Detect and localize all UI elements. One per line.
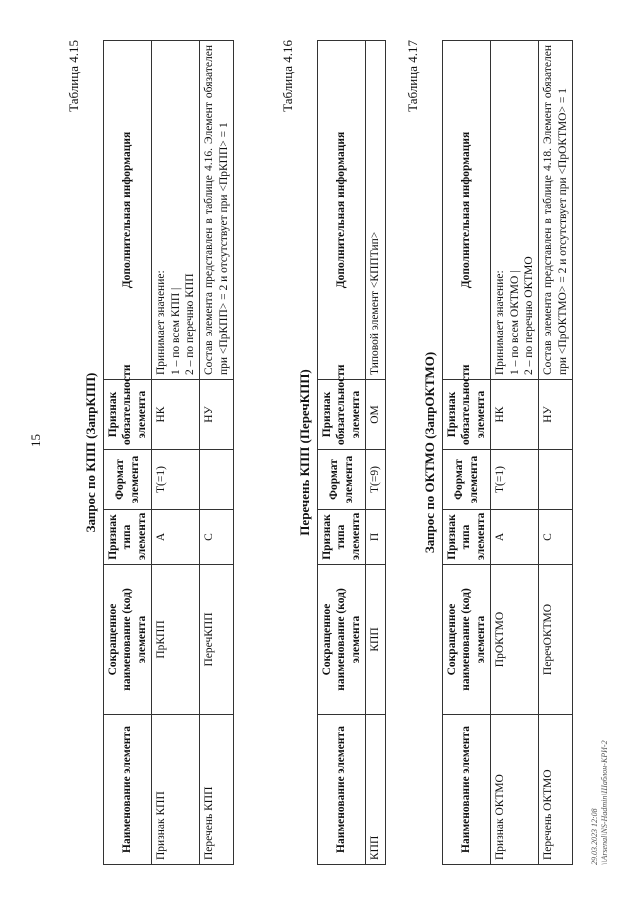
cell-format: T(=9) xyxy=(366,450,385,510)
info-line: 2 – по перечню КПП xyxy=(183,273,196,375)
cell-name: Перечень КПП xyxy=(200,715,234,865)
header-type: Признак типа элемента xyxy=(318,510,366,565)
table-zapr-kpp xyxy=(103,40,234,865)
cell-required: НК xyxy=(491,380,539,450)
info-line: 1 – по всем КПП | xyxy=(169,287,182,375)
cell-name: Признак КПП xyxy=(152,715,200,865)
table-row xyxy=(200,41,234,865)
table-row xyxy=(491,41,539,865)
cell-type: С xyxy=(200,510,234,565)
table-perech-kpp xyxy=(317,40,386,865)
cell-info xyxy=(152,41,200,380)
cell-name: КПП xyxy=(366,715,385,865)
table-row xyxy=(366,41,385,865)
cell-required: НУ xyxy=(200,380,234,450)
header-required: Признак обязательности элемента xyxy=(318,380,366,450)
cell-format: T(=1) xyxy=(152,450,200,510)
table-header-row xyxy=(104,41,152,865)
header-info: Дополнительная информация xyxy=(104,41,152,380)
header-name: Наименование элемента xyxy=(104,715,152,865)
cell-required: НУ xyxy=(539,380,573,450)
header-code: Сокращенное наименование (код) элемента xyxy=(443,565,491,715)
table-zapr-oktmo xyxy=(442,40,573,865)
info-line: Принимает значение: xyxy=(494,270,507,375)
cell-info: Состав элемента представлен в таблице 4.16. Элемент обязателен при <ПрКПП> = 2 и отсутствует при <ПрКПП> = 1 xyxy=(200,41,234,380)
header-format: Формат элемента xyxy=(443,450,491,510)
table-row xyxy=(152,41,200,865)
cell-format: T(=1) xyxy=(491,450,539,510)
header-format: Формат элемента xyxy=(318,450,366,510)
info-line: 1 – по всем ОКТМО | xyxy=(508,270,521,375)
header-format: Формат элемента xyxy=(104,450,152,510)
cell-format xyxy=(539,450,573,510)
cell-code: ПеречКПП xyxy=(200,565,234,715)
table-title-zapr-oktmo: Запрос по ОКТМО (ЗапрОКТМО) xyxy=(422,351,437,554)
table-caption-4-15: Таблица 4.15 xyxy=(66,40,81,112)
cell-code: КПП xyxy=(366,565,385,715)
info-line: Принимает значение: xyxy=(155,270,168,375)
cell-info xyxy=(491,41,539,380)
cell-type: П xyxy=(366,510,385,565)
info-line: 2 – по перечню ОКТМО xyxy=(522,256,535,375)
header-info: Дополнительная информация xyxy=(443,41,491,380)
cell-type: С xyxy=(539,510,573,565)
table-title-zapr-kpp: Запрос по КПП (ЗапрКПП) xyxy=(83,372,98,533)
table-header-row xyxy=(443,41,491,865)
footer-date: 29.03.2023 12:08 xyxy=(590,808,599,865)
cell-required: ОМ xyxy=(366,380,385,450)
table-caption-4-17: Таблица 4.17 xyxy=(405,40,420,112)
header-code: Сокращенное наименование (код) элемента xyxy=(104,565,152,715)
cell-format xyxy=(200,450,234,510)
table-header-row xyxy=(318,41,366,865)
cell-name: Перечень ОКТМО xyxy=(539,715,573,865)
cell-info: Типовой элемент <КППТип> xyxy=(366,41,385,380)
cell-name: Признак ОКТМО xyxy=(491,715,539,865)
header-name: Наименование элемента xyxy=(318,715,366,865)
header-info: Дополнительная информация xyxy=(318,41,366,380)
footer-path: \\Arsenal\NS-Hadmin\Шаблон-КРИ-2 xyxy=(599,740,609,865)
page-number: 15 xyxy=(28,434,43,447)
header-code: Сокращенное наименование (код) элемента xyxy=(318,565,366,715)
table-caption-4-16: Таблица 4.16 xyxy=(280,40,295,112)
header-type: Признак типа элемента xyxy=(443,510,491,565)
header-name: Наименование элемента xyxy=(443,715,491,865)
footer-stamp xyxy=(590,740,609,865)
cell-code: ПрКПП xyxy=(152,565,200,715)
cell-code: ПрОКТМО xyxy=(491,565,539,715)
table-row xyxy=(539,41,573,865)
header-required: Признак обязательности элемента xyxy=(443,380,491,450)
header-required: Признак обязательности элемента xyxy=(104,380,152,450)
cell-code: ПеречОКТМО xyxy=(539,565,573,715)
cell-type: А xyxy=(152,510,200,565)
cell-type: А xyxy=(491,510,539,565)
cell-info: Состав элемента представлен в таблице 4.18. Элемент обязателен при <ПрОКТМО> = 2 и отсутствует при <ПрОКТМО> = 1 xyxy=(539,41,573,380)
header-type: Признак типа элемента xyxy=(104,510,152,565)
table-title-perech-kpp: Перечень КПП (ПеречКПП) xyxy=(297,369,312,536)
cell-required: НК xyxy=(152,380,200,450)
